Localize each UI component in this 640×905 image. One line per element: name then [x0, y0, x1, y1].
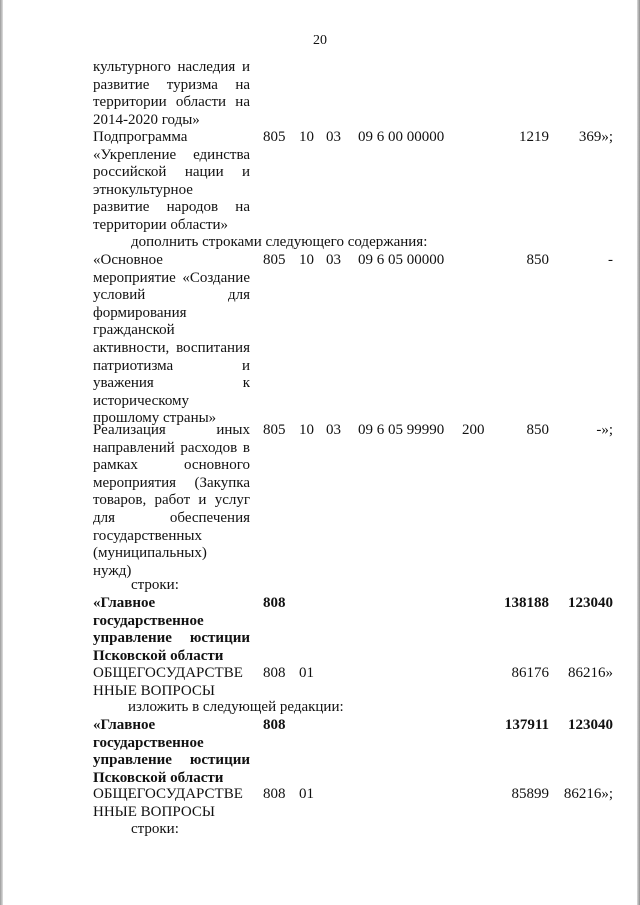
cell-rz: 10: [299, 129, 314, 145]
row-name-line: мероприятие «Создание: [93, 269, 250, 286]
row-name-line: направлений расходов в: [93, 439, 250, 456]
cell-amount-1: 1219: [519, 129, 549, 145]
row-name: [93, 59, 250, 129]
cell-grbs: 808: [263, 665, 286, 681]
cell-amount-2: 86216»;: [563, 786, 613, 802]
row-name-line: активности, воспитания: [93, 339, 250, 356]
row-name-line: уважения к: [93, 375, 250, 392]
row-name-line: (муниципальных): [93, 545, 207, 562]
row-name: [93, 129, 250, 235]
row-name: [93, 665, 250, 700]
row-name-line: ННЫЕ ВОПРОСЫ: [93, 682, 215, 699]
row-name-line: развитие народов на: [93, 199, 250, 216]
cell-amount-2: 369»;: [578, 129, 613, 145]
row-name-line: гражданской: [93, 322, 175, 339]
row-name-line: территории области на: [93, 94, 250, 111]
cell-amount-1: 86176: [511, 665, 549, 681]
cell-rz: 01: [299, 665, 314, 681]
row-name-line: территории области»: [93, 216, 229, 233]
row-name-line: культурного наследия и: [93, 59, 250, 75]
row-name-line: ННЫЕ ВОПРОСЫ: [93, 803, 215, 820]
row-name-line: условий для: [93, 287, 250, 304]
cell-grbs: 808: [263, 786, 286, 802]
row-name-line: рамках основного: [93, 457, 250, 474]
row-name-line: «Укрепление единства: [93, 146, 250, 163]
cell-pr: 03: [326, 129, 341, 145]
cell-pr: 03: [326, 252, 341, 268]
cell-grbs: 808: [263, 595, 286, 611]
row-name-line: Реализация иных: [93, 422, 250, 438]
cell-amount-1: 137911: [504, 717, 549, 733]
cell-grbs: 805: [263, 129, 286, 145]
cell-vr: 200: [462, 422, 485, 438]
row-name: [93, 595, 250, 665]
cell-amount-2: 123040: [568, 595, 613, 611]
row-name-line: для обеспечения: [93, 509, 250, 526]
cell-amount-1: 85899: [511, 786, 549, 802]
row-name-line: развитие туризма на: [93, 76, 250, 93]
row-name-line: патриотизма и: [93, 357, 250, 374]
cell-grbs: 805: [263, 252, 286, 268]
row-name-line: управление юстиции: [93, 752, 250, 769]
row-name: [93, 717, 250, 787]
row-name-line: государственных: [93, 527, 202, 544]
cell-rz: 01: [299, 786, 314, 802]
cell-csr: 09 6 05 00000: [358, 252, 445, 268]
row-name-line: формирования: [93, 304, 187, 321]
cell-pr: 03: [326, 422, 341, 438]
row-name-line: государственное: [93, 612, 204, 629]
cell-grbs: 808: [263, 717, 286, 733]
row-name-line: «Главное: [93, 595, 156, 611]
instruction-text: дополнить строками следующего содержания:: [131, 234, 428, 250]
row-name-line: ОБЩЕГОСУДАРСТВЕ: [93, 665, 243, 681]
row-name-line: Псковской области: [93, 769, 224, 786]
row-name-line: нужд): [93, 562, 132, 579]
cell-amount-1: 850: [526, 422, 549, 438]
row-name-line: историческому: [93, 392, 190, 409]
cell-rz: 10: [299, 422, 314, 438]
cell-amount-2: 86216»: [568, 665, 613, 681]
row-name-line: 2014-2020 годы»: [93, 111, 200, 128]
row-name-line: государственное: [93, 734, 204, 751]
instruction-text: изложить в следующей редакции:: [128, 699, 344, 715]
row-name-line: прошлому страны»: [93, 410, 217, 427]
row-name-line: российской нации и: [93, 164, 250, 181]
row-name-line: «Основное: [93, 252, 163, 268]
row-name-line: ОБЩЕГОСУДАРСТВЕ: [93, 786, 243, 802]
cell-amount-2: -: [608, 252, 613, 268]
instruction-text: строки:: [131, 821, 179, 837]
row-name-line: управление юстиции: [93, 630, 250, 647]
row-name-line: Псковской области: [93, 647, 224, 664]
row-name: [93, 422, 250, 580]
cell-csr: 09 6 00 00000: [358, 129, 445, 145]
row-name-line: мероприятия (Закупка: [93, 474, 250, 491]
cell-amount-1: 138188: [504, 595, 549, 611]
row-name-line: «Главное: [93, 717, 156, 733]
row-name-line: товаров, работ и услуг: [93, 492, 250, 509]
row-name: [93, 786, 250, 821]
cell-csr: 09 6 05 99990: [358, 422, 445, 438]
page-number: 20: [313, 33, 327, 48]
row-name: [93, 252, 250, 428]
row-name-line: этнокультурное: [93, 181, 193, 198]
cell-amount-2: -»;: [596, 422, 613, 438]
cell-rz: 10: [299, 252, 314, 268]
cell-amount-1: 850: [526, 252, 549, 268]
cell-grbs: 805: [263, 422, 286, 438]
cell-amount-2: 123040: [568, 717, 613, 733]
row-name-line: Подпрограмма: [93, 129, 188, 145]
instruction-text: строки:: [131, 577, 179, 593]
